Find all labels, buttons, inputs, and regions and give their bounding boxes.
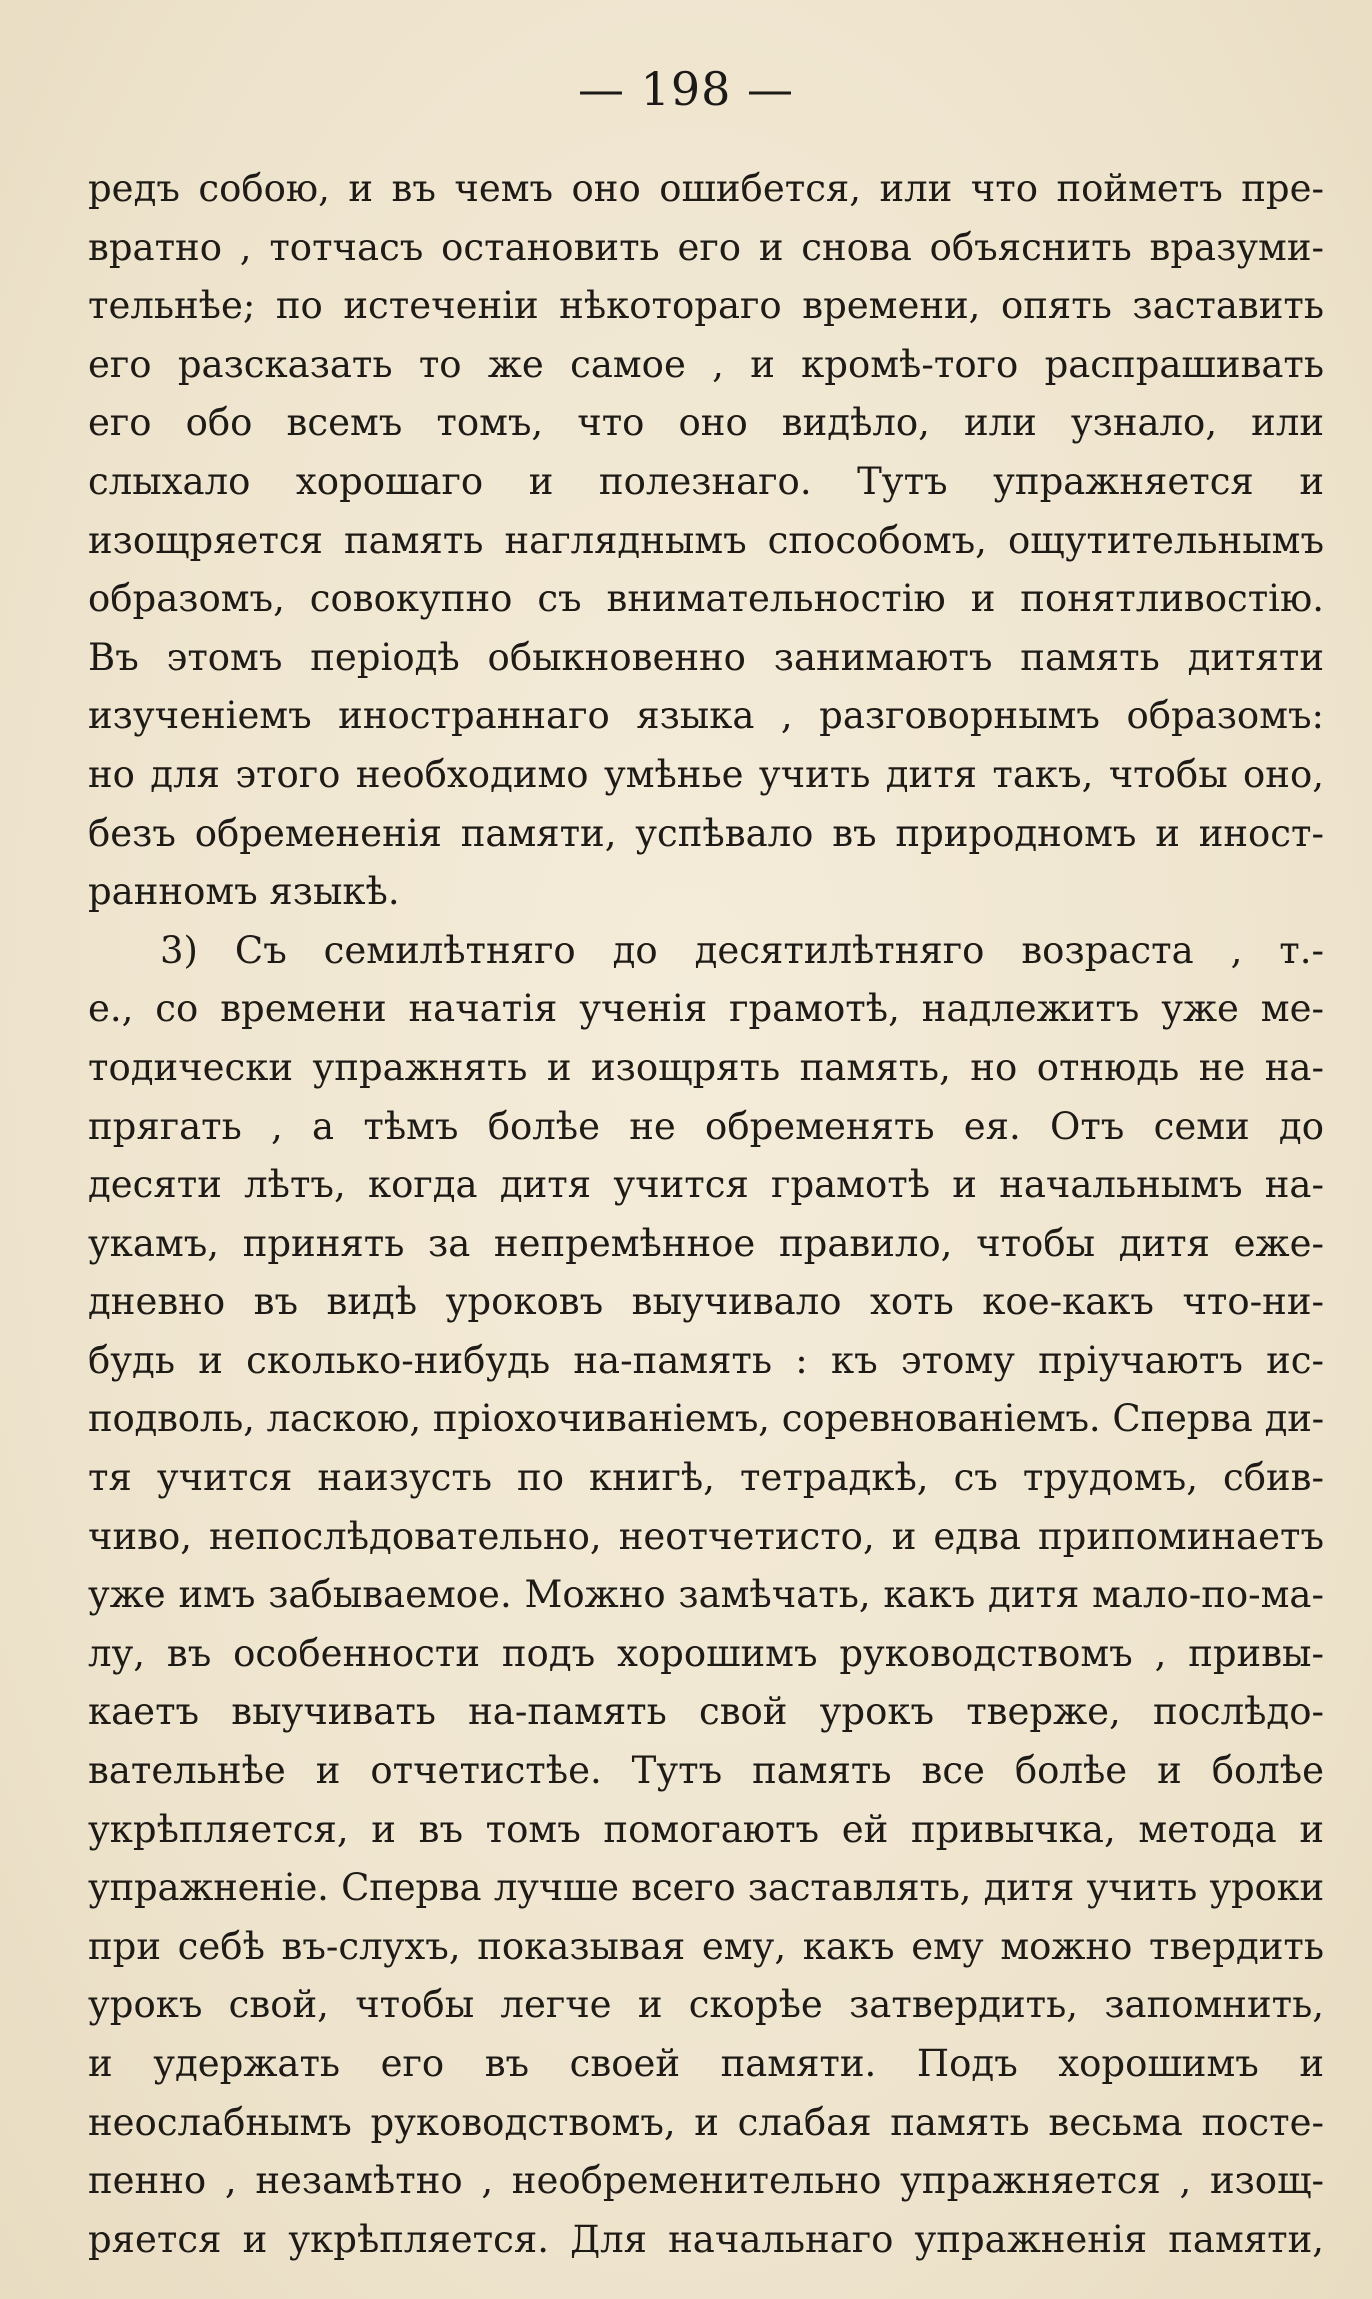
text-line: вратно , тотчасъ остановить его и снова объяснить вразуми- [88, 225, 1324, 269]
text-line: 3) Съ семилѣтняго до десятилѣтняго возраста , т.- [160, 928, 1324, 972]
text-line: уже имъ забываемое. Можно замѣчать, какъ дитя мало-по-ма- [88, 1573, 1324, 1617]
text-line: десяти лѣтъ, когда дитя учится грамотѣ и начальнымъ на- [88, 1163, 1324, 1207]
body-text [88, 160, 1324, 2269]
text-line: урокъ свой, чтобы легче и скорѣе затвердить, запомнить, [88, 1983, 1324, 2027]
text-line: лу, въ особенности подъ хорошимъ руководствомъ , привы- [88, 1631, 1324, 1675]
text-line: ряется и укрѣпляется. Для начальнаго упражненія памяти, [88, 2217, 1324, 2261]
text-line: ранномъ языкѣ. [88, 870, 400, 914]
text-line: его разсказать то же самое , и кромѣ-того распрашивать [88, 342, 1324, 386]
text-line: изощряется память нагляднымъ способомъ, ощутительнымъ [88, 518, 1324, 562]
text-line: неослабнымъ руководствомъ, и слабая память весьма посте- [88, 2100, 1324, 2144]
text-line: прягать , а тѣмъ болѣе не обременять ея. Отъ семи до [88, 1104, 1324, 1148]
text-line: образомъ, совокупно съ внимательностію и понятливостію. [88, 577, 1324, 621]
text-line: его обо всемъ томъ, что оно видѣло, или узнало, или [88, 401, 1324, 445]
text-line: и удержать его въ своей памяти. Подъ хорошимъ и [88, 2042, 1324, 2085]
text-line: тельнѣе; по истеченіи нѣкотораго времени, опять заставить [88, 284, 1324, 328]
text-line: укрѣпляется, и въ томъ помогаютъ ей привычка, метода и [88, 1807, 1324, 1851]
text-line: Въ этомъ періодѣ обыкновенно занимаютъ память дитяти [88, 635, 1324, 679]
text-line: каетъ выучивать на-память свой урокъ тверже, послѣдо- [88, 1690, 1324, 1734]
text-line: е., со времени начатія ученія грамотѣ, надлежитъ уже ме- [88, 987, 1324, 1031]
text-line: укамъ, принять за непремѣнное правило, чтобы дитя еже- [88, 1221, 1324, 1265]
text-line: тодически упражнять и изощрять память, но отнюдь не на- [88, 1045, 1324, 1089]
text-line: безъ обремененія памяти, успѣвало въ природномъ и иност- [88, 811, 1324, 855]
text-line: пенно , незамѣтно , необременительно упражняется , изощ- [88, 2159, 1324, 2203]
text-line: тя учится наизусть по книгѣ, тетрадкѣ, съ трудомъ, сбив- [88, 1456, 1324, 1500]
text-line: слыхало хорошаго и полезнаго. Тутъ упражняется и [88, 459, 1324, 503]
text-line: чиво, непослѣдовательно, неотчетисто, и едва припоминаетъ [88, 1514, 1324, 1558]
text-line: редъ собою, и въ чемъ оно ошибется, или что пойметъ пре- [88, 167, 1324, 210]
text-line: упражненіе. Сперва лучше всего заставлять, дитя учить уроки [88, 1866, 1324, 1910]
text-line: при себѣ въ-слухъ, показывая ему, какъ ему можно твердить [88, 1924, 1324, 1968]
text-line: изученіемъ иностраннаго языка , разговорнымъ образомъ: [88, 694, 1324, 738]
text-line: но для этого необходимо умѣнье учить дитя такъ, чтобы оно, [88, 752, 1324, 796]
page-number: — 198 — [577, 62, 795, 116]
text-line: будь и сколько-нибудь на-память : къ этому пріучаютъ ис- [88, 1338, 1324, 1382]
text-line: вательнѣе и отчетистѣе. Тутъ память все болѣе и болѣе [88, 1749, 1324, 1793]
text-line: дневно въ видѣ уроковъ выучивало хоть кое-какъ что-ни- [88, 1280, 1324, 1324]
text-line: подволь, ласкою, пріохочиваніемъ, соревнованіемъ. Сперва ди- [88, 1397, 1324, 1441]
